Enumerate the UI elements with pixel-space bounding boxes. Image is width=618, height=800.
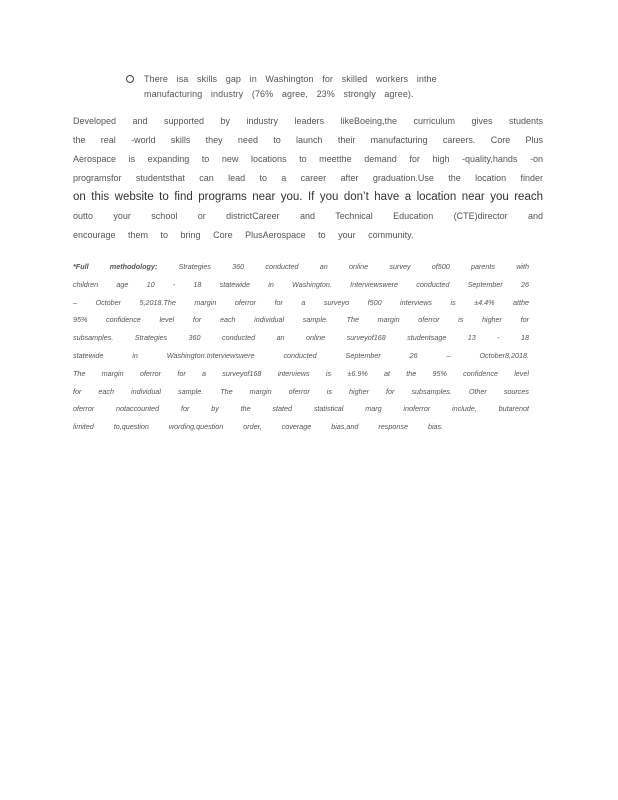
circle-bullet-icon [126,75,134,83]
paragraph-line: Aerospace is expanding to new locations to meetthe demand for high -quality,hands -on [73,154,543,164]
methodology-line: – October 5,2018.The margin oferror for a surveyo f500 interviews is ±4.4% atthe [73,297,529,307]
paragraph-line: programsfor studentsthat can lead to a career after graduation.Use the location finder [73,173,543,183]
methodology-line: for each individual sample. The margin oferror is higher for subsamples. Other sources [73,386,529,396]
methodology-note [73,258,529,436]
methodology-line: The margin oferror for a surveyof168 interviews is ±6.9% at the 95% confidence level [73,368,529,378]
paragraph-line: outto your school or districtCareer and Technical Education (CTE)director and [73,211,543,221]
body-paragraph [73,112,543,245]
methodology-line: oferror notaccounted for by the stated statistical marg inoferror include, butarenot [73,404,529,414]
methodology-line: limited to,question wording,question order, coverage bias,and response bias. [73,422,444,432]
paragraph-line: on this website to find programs near you. If you don’t have a location near you reach [73,191,543,203]
methodology-line [73,258,529,276]
methodology-lead: *Full methodology: [73,262,158,271]
bullet-line-1: There isa skills gap in Washington for skilled workers inthe [144,74,437,84]
methodology-line: 95% confidence level for each individual sample. The margin oferror is higher for [73,315,529,325]
paragraph-line: Developed and supported by industry leaders likeBoeing,the curriculum gives students [73,116,543,126]
bullet-line-2: manufacturing industry (76% agree, 23% strongly agree). [144,89,414,99]
methodology-line: statewide in Washington.Interviewswere conducted September 26 – October8,2018. [73,350,529,360]
methodology-line: children age 10 - 18 statewide in Washington. Interviewswere conducted September 26 [73,279,529,289]
paragraph-line: the real -world skills they need to launch their manufacturing careers. Core Plus [73,135,543,145]
methodology-line: subsamples. Strategies 360 conducted an online surveyof168 studentsage 13 - 18 [73,333,529,343]
methodology-line-1-text: Strategies 360 conducted an online survey of500 parents with [178,262,529,271]
bullet-text [144,72,454,102]
paragraph-line: encourage them to bring Core PlusAerospace to your community. [73,230,414,240]
